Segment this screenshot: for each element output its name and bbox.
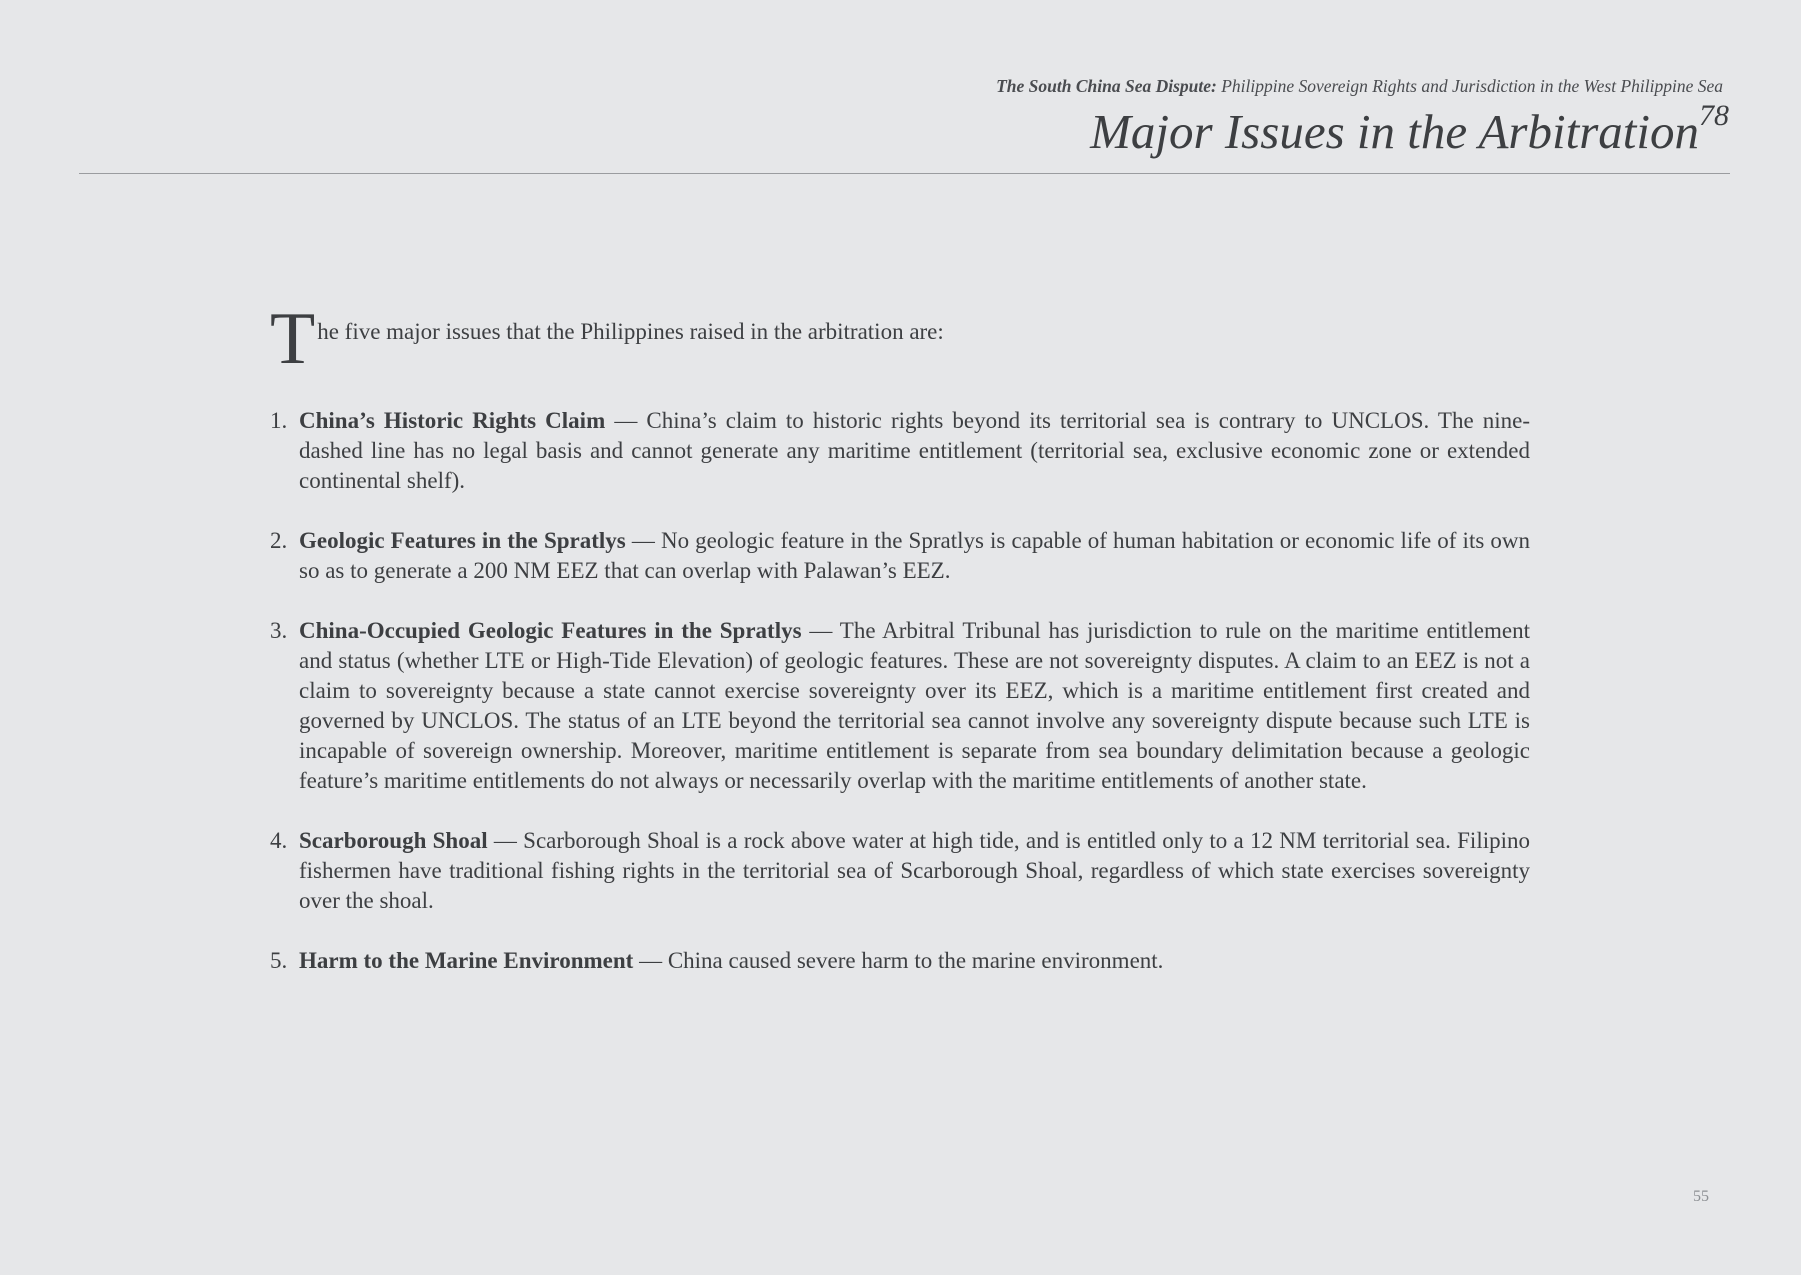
issue-title: Geologic Features in the Spratlys [299, 528, 626, 553]
issue-text: — The Arbitral Tribunal has jurisdiction to rule on the maritime entitlement and status (whether LTE or High-Tide Elevation) of geologic features. These are not sovereignty disputes. A claim to an EEZ is not a claim to sovereignty because a state cannot exercise sovereignty over its EEZ, which is a maritime entitlement first created and governed by UNCLOS. The status of an LTE beyond the territorial sea cannot involve any sovereignty dispute because such LTE is incapable of sovereign ownership. Moreover, maritime entitlement is separate from sea boundary delimitation because a geologic feature’s maritime entitlements do not always or necessarily overlap with the maritime entitlements of another state. [299, 618, 1530, 793]
running-header [996, 76, 1723, 97]
issue-item-2 [270, 526, 1530, 586]
issue-number: 5. [270, 948, 288, 973]
drop-cap: T [270, 298, 316, 380]
issue-title: Scarborough Shoal [299, 828, 488, 853]
issue-text: — China’s claim to historic rights beyond its territorial sea is contrary to UNCLOS. The nine-dashed line has no legal basis and cannot generate any maritime entitlement (territorial sea, exclusive economic zone or extended continental shelf). [299, 408, 1530, 493]
intro-paragraph [270, 298, 1530, 380]
issue-item-3 [270, 616, 1530, 796]
issue-number: 4. [270, 828, 288, 853]
issue-number: 1. [270, 408, 288, 433]
issue-title: China-Occupied Geologic Features in the Spratlys [299, 618, 802, 643]
page-title [1090, 98, 1729, 160]
running-header-subtitle: Philippine Sovereign Rights and Jurisdiction in the West Philippine Sea [1216, 76, 1723, 96]
header-divider [79, 173, 1730, 174]
issue-item-4 [270, 826, 1530, 916]
intro-text: he five major issues that the Philippines raised in the arbitration are: [317, 319, 944, 344]
issue-item-5 [270, 946, 1530, 976]
issue-text: — China caused severe harm to the marine environment. [633, 948, 1164, 973]
issue-title: Harm to the Marine Environment [299, 948, 634, 973]
page-number: 55 [1693, 1188, 1709, 1205]
issue-item-1 [270, 406, 1530, 496]
page-title-text: Major Issues in the Arbitration [1090, 104, 1699, 159]
issue-text: — Scarborough Shoal is a rock above water at high tide, and is entitled only to a 12 NM territorial sea. Filipino fishermen have traditional fishing rights in the territorial sea of Scarborough Shoal, regardless of which state exercises sovereignty over the shoal. [299, 828, 1530, 913]
issue-number: 3. [270, 618, 288, 643]
issue-number: 2. [270, 528, 288, 553]
main-content [270, 300, 1530, 1006]
issue-title: China’s Historic Rights Claim [299, 408, 606, 433]
footnote-reference[interactable]: 78 [1699, 98, 1729, 132]
issue-text: — No geologic feature in the Spratlys is capable of human habitation or economic life of its own so as to generate a 200 NM EEZ that can overlap with Palawan’s EEZ. [299, 528, 1530, 583]
running-header-book-title: The South China Sea Dispute: [996, 76, 1217, 96]
